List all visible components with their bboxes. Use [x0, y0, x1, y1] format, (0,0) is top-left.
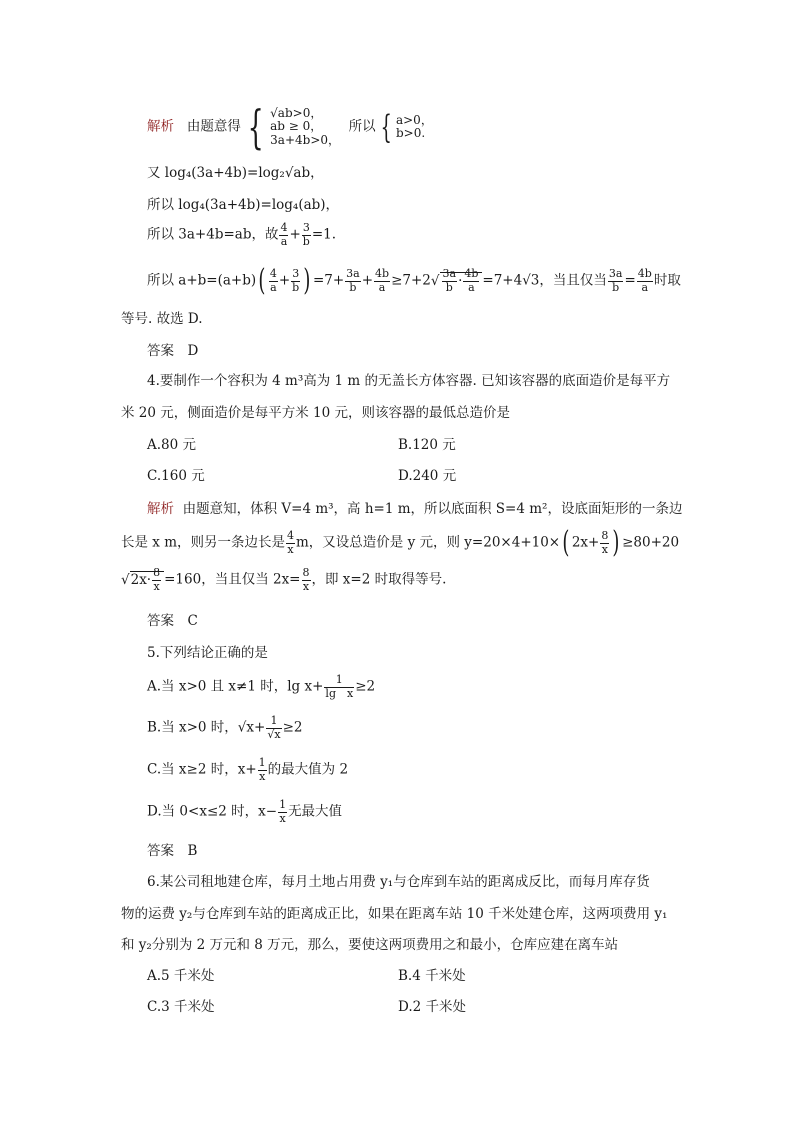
question-6-option-c: C.3 千米处	[147, 999, 215, 1015]
solution-3-line-4: 所以 3a+4b=ab，故 $\frac{4}{a}$ + $\frac{3}{b}$ =1.	[147, 221, 337, 248]
result-system: a>0， b>0.	[395, 112, 433, 140]
question-5-option-c: C.当 x≥2 时，x+ $\frac{1}{x}$ 的最大值为 2	[147, 756, 349, 783]
left-brace: {	[247, 100, 264, 154]
solution-label: 解析	[147, 118, 174, 135]
fraction: $\frac{3}{b}$	[302, 221, 310, 248]
answer-4: 答案 C	[147, 613, 198, 629]
solution-3-line-3: 所以 log₄(3a+4b)=log₄(ab)，	[147, 197, 340, 213]
solution-3-line-2: 又 log₄(3a+4b)=log₂√ab，	[147, 165, 324, 181]
solution-4-line-2: 长是 x m，则另一条边长是 $\frac{4}{x}$ m，又设总造价是 y 元，则 y=20×4+10×( 2x+ $\frac{8}{x}$ ) ≥80+20	[121, 525, 680, 560]
question-4-stem-2: 米 20 元，侧面造价是每平方米 10 元，则该容器的最低总造价是	[121, 405, 511, 421]
question-6-stem-1: 6.某公司租地建仓库，每月土地占用费 y₁与仓库到车站的距离成反比，而每月库存货	[147, 874, 650, 890]
solution-4-line-3: √ 2x· $\frac{8}{x}$ =160，当且仅当 2x= $\frac{8}{x}$ ，即 x=2 时取得等号.	[121, 567, 446, 593]
answer-3: 答案 D	[147, 343, 199, 359]
question-4-option-c: C.160 元	[147, 468, 205, 484]
question-4-option-b: B.120 元	[398, 437, 456, 453]
question-6-stem-3: 和 y₂分别为 2 万元和 8 万元，那么，要使这两项费用之和最小，仓库应建在离车站	[121, 937, 619, 953]
solution-intro: 由题意得	[186, 118, 241, 135]
solution-label: 解析	[147, 501, 174, 517]
question-4-stem-1: 4.要制作一个容积为 4 m³高为 1 m 的无盖长方体容器. 已知该容器的底面造价是每平方	[147, 373, 671, 389]
question-6-option-a: A.5 千米处	[147, 968, 215, 984]
fraction: $\frac{4}{a}$	[280, 221, 288, 248]
question-4-option-a: A.80 元	[147, 437, 197, 453]
answer-5: 答案 B	[147, 843, 198, 859]
solution-4-line-1: 解析 由题意知，体积 V=4 m³，高 h=1 m，所以底面积 S=4 m²，设底面矩形的一条边	[147, 501, 683, 517]
solution-3-line-5: 所以 a+b=(a+b)( $\frac{4}{a}$ + $\frac{3}{b}$ ) =7+ $\frac{3a}{b}$ + $\frac{4b}{a}$ ≥7+2√ $\frac{3a}{b}$ · $\frac{4b}{a}$ =7+4√3，当且仅当 $\frac{3a}{b}$ = $\frac{4b}{a}$ 时取	[147, 266, 681, 296]
question-5-option-a: A.当 x>0 且 x≠1 时，lg x+ $\frac{1}{\text{lg x}}$ ≥2	[147, 673, 376, 700]
left-brace-2: {	[380, 108, 392, 146]
condition-system: √ab>0， ab ≥ 0， 3a+4b>0，	[270, 106, 341, 147]
question-6-option-b: B.4 千米处	[398, 968, 466, 984]
question-5-stem: 5.下列结论正确的是	[147, 645, 268, 661]
question-4-option-d: D.240 元	[398, 468, 457, 484]
question-5-option-d: D.当 0<x≤2 时，x− $\frac{1}{x}$ 无最大值	[147, 798, 343, 825]
question-6-stem-2: 物的运费 y₂与仓库到车站的距离成正比，如果在距离车站 10 千米处建仓库，这两项费用 y₁	[121, 906, 668, 922]
solution-3-line-1: 解析 由题意得 { √ab>0， ab ≥ 0， 3a+4b>0， 所以 { a>0， b>0.	[147, 100, 433, 154]
question-6-option-d: D.2 千米处	[398, 999, 467, 1015]
solution-3-line-6: 等号. 故选 D.	[121, 311, 203, 327]
question-5-option-b: B.当 x>0 时，√x+ $\frac{1}{√x}$ ≥2	[147, 714, 303, 741]
